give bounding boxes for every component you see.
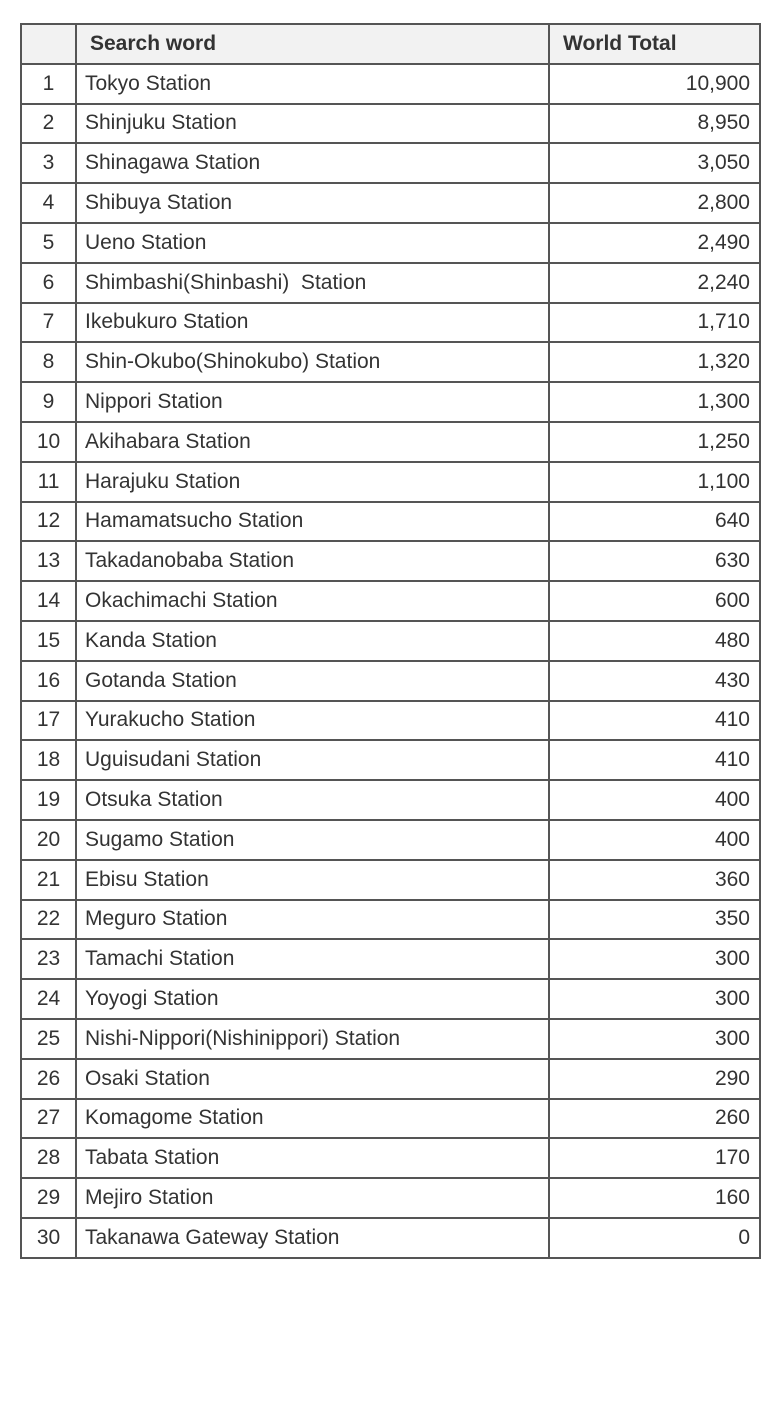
rank-cell: 4 — [21, 183, 76, 223]
world-total-cell: 1,250 — [549, 422, 760, 462]
rank-cell: 29 — [21, 1178, 76, 1218]
search-word-cell: Okachimachi Station — [76, 581, 549, 621]
table-row — [21, 143, 760, 183]
header-search-word: Search word — [76, 24, 549, 64]
world-total-cell: 1,100 — [549, 462, 760, 502]
rank-cell: 21 — [21, 860, 76, 900]
search-word-cell: Hamamatsucho Station — [76, 502, 549, 542]
rank-cell: 11 — [21, 462, 76, 502]
world-total-cell: 300 — [549, 979, 760, 1019]
rank-cell: 7 — [21, 303, 76, 343]
table-row — [21, 820, 760, 860]
header-world-total: World Total — [549, 24, 760, 64]
world-total-cell: 2,240 — [549, 263, 760, 303]
search-word-cell: Yurakucho Station — [76, 701, 549, 741]
rank-cell: 19 — [21, 780, 76, 820]
world-total-cell: 400 — [549, 820, 760, 860]
rank-cell: 15 — [21, 621, 76, 661]
rank-cell: 25 — [21, 1019, 76, 1059]
search-word-cell: Takanawa Gateway Station — [76, 1218, 549, 1258]
table-row — [21, 462, 760, 502]
table-row — [21, 342, 760, 382]
rank-cell: 8 — [21, 342, 76, 382]
table-row — [21, 860, 760, 900]
rank-cell: 12 — [21, 502, 76, 542]
search-word-cell: Yoyogi Station — [76, 979, 549, 1019]
rank-cell: 23 — [21, 939, 76, 979]
rank-cell: 18 — [21, 740, 76, 780]
world-total-cell: 290 — [549, 1059, 760, 1099]
rank-cell: 20 — [21, 820, 76, 860]
table-row — [21, 979, 760, 1019]
header-row — [21, 24, 760, 64]
ranking-table — [20, 23, 761, 1259]
table-row — [21, 661, 760, 701]
table-header — [21, 24, 760, 64]
search-word-cell: Shimbashi(Shinbashi) Station — [76, 263, 549, 303]
world-total-cell: 360 — [549, 860, 760, 900]
rank-cell: 30 — [21, 1218, 76, 1258]
table-row — [21, 104, 760, 144]
rank-cell: 3 — [21, 143, 76, 183]
rank-cell: 14 — [21, 581, 76, 621]
search-word-cell: Ueno Station — [76, 223, 549, 263]
rank-cell: 1 — [21, 64, 76, 104]
search-word-cell: Gotanda Station — [76, 661, 549, 701]
search-word-cell: Otsuka Station — [76, 780, 549, 820]
search-word-cell: Ebisu Station — [76, 860, 549, 900]
rank-cell: 17 — [21, 701, 76, 741]
world-total-cell: 300 — [549, 939, 760, 979]
world-total-cell: 410 — [549, 701, 760, 741]
search-word-cell: Nippori Station — [76, 382, 549, 422]
rank-cell: 24 — [21, 979, 76, 1019]
search-word-cell: Kanda Station — [76, 621, 549, 661]
table-row — [21, 303, 760, 343]
table-row — [21, 183, 760, 223]
search-word-cell: Harajuku Station — [76, 462, 549, 502]
table-row — [21, 64, 760, 104]
world-total-cell: 160 — [549, 1178, 760, 1218]
search-word-cell: Takadanobaba Station — [76, 541, 549, 581]
search-word-cell: Uguisudani Station — [76, 740, 549, 780]
rank-cell: 27 — [21, 1099, 76, 1139]
search-word-cell: Mejiro Station — [76, 1178, 549, 1218]
search-word-cell: Sugamo Station — [76, 820, 549, 860]
table-row — [21, 939, 760, 979]
rank-cell: 10 — [21, 422, 76, 462]
table-row — [21, 701, 760, 741]
table-body — [21, 64, 760, 1258]
world-total-cell: 0 — [549, 1218, 760, 1258]
table-row — [21, 581, 760, 621]
table-row — [21, 1099, 760, 1139]
search-word-cell: Shibuya Station — [76, 183, 549, 223]
table-row — [21, 740, 760, 780]
rank-cell: 26 — [21, 1059, 76, 1099]
world-total-cell: 1,320 — [549, 342, 760, 382]
world-total-cell: 2,800 — [549, 183, 760, 223]
world-total-cell: 1,710 — [549, 303, 760, 343]
rank-cell: 28 — [21, 1138, 76, 1178]
table-row — [21, 1059, 760, 1099]
rank-cell: 13 — [21, 541, 76, 581]
rank-cell: 2 — [21, 104, 76, 144]
world-total-cell: 300 — [549, 1019, 760, 1059]
world-total-cell: 480 — [549, 621, 760, 661]
world-total-cell: 430 — [549, 661, 760, 701]
world-total-cell: 600 — [549, 581, 760, 621]
search-word-cell: Shinagawa Station — [76, 143, 549, 183]
search-word-cell: Tabata Station — [76, 1138, 549, 1178]
rank-cell: 16 — [21, 661, 76, 701]
table-row — [21, 900, 760, 940]
table-row — [21, 263, 760, 303]
search-word-cell: Nishi-Nippori(Nishinippori) Station — [76, 1019, 549, 1059]
table-row — [21, 1019, 760, 1059]
search-word-cell: Shin-Okubo(Shinokubo) Station — [76, 342, 549, 382]
table-row — [21, 541, 760, 581]
table-row — [21, 780, 760, 820]
search-word-cell: Ikebukuro Station — [76, 303, 549, 343]
rank-cell: 5 — [21, 223, 76, 263]
search-word-cell: Shinjuku Station — [76, 104, 549, 144]
table-row — [21, 502, 760, 542]
world-total-cell: 3,050 — [549, 143, 760, 183]
world-total-cell: 2,490 — [549, 223, 760, 263]
world-total-cell: 170 — [549, 1138, 760, 1178]
search-word-cell: Akihabara Station — [76, 422, 549, 462]
world-total-cell: 350 — [549, 900, 760, 940]
world-total-cell: 410 — [549, 740, 760, 780]
world-total-cell: 10,900 — [549, 64, 760, 104]
table-row — [21, 1138, 760, 1178]
table-row — [21, 621, 760, 661]
search-word-cell: Tokyo Station — [76, 64, 549, 104]
search-word-cell: Tamachi Station — [76, 939, 549, 979]
search-word-cell: Komagome Station — [76, 1099, 549, 1139]
rank-cell: 22 — [21, 900, 76, 940]
rank-cell: 9 — [21, 382, 76, 422]
rank-cell: 6 — [21, 263, 76, 303]
world-total-cell: 8,950 — [549, 104, 760, 144]
header-rank — [21, 24, 76, 64]
table-row — [21, 1178, 760, 1218]
world-total-cell: 640 — [549, 502, 760, 542]
table-row — [21, 223, 760, 263]
search-word-cell: Osaki Station — [76, 1059, 549, 1099]
table-row — [21, 422, 760, 462]
table-row — [21, 1218, 760, 1258]
world-total-cell: 260 — [549, 1099, 760, 1139]
world-total-cell: 630 — [549, 541, 760, 581]
table-row — [21, 382, 760, 422]
world-total-cell: 1,300 — [549, 382, 760, 422]
world-total-cell: 400 — [549, 780, 760, 820]
search-word-cell: Meguro Station — [76, 900, 549, 940]
